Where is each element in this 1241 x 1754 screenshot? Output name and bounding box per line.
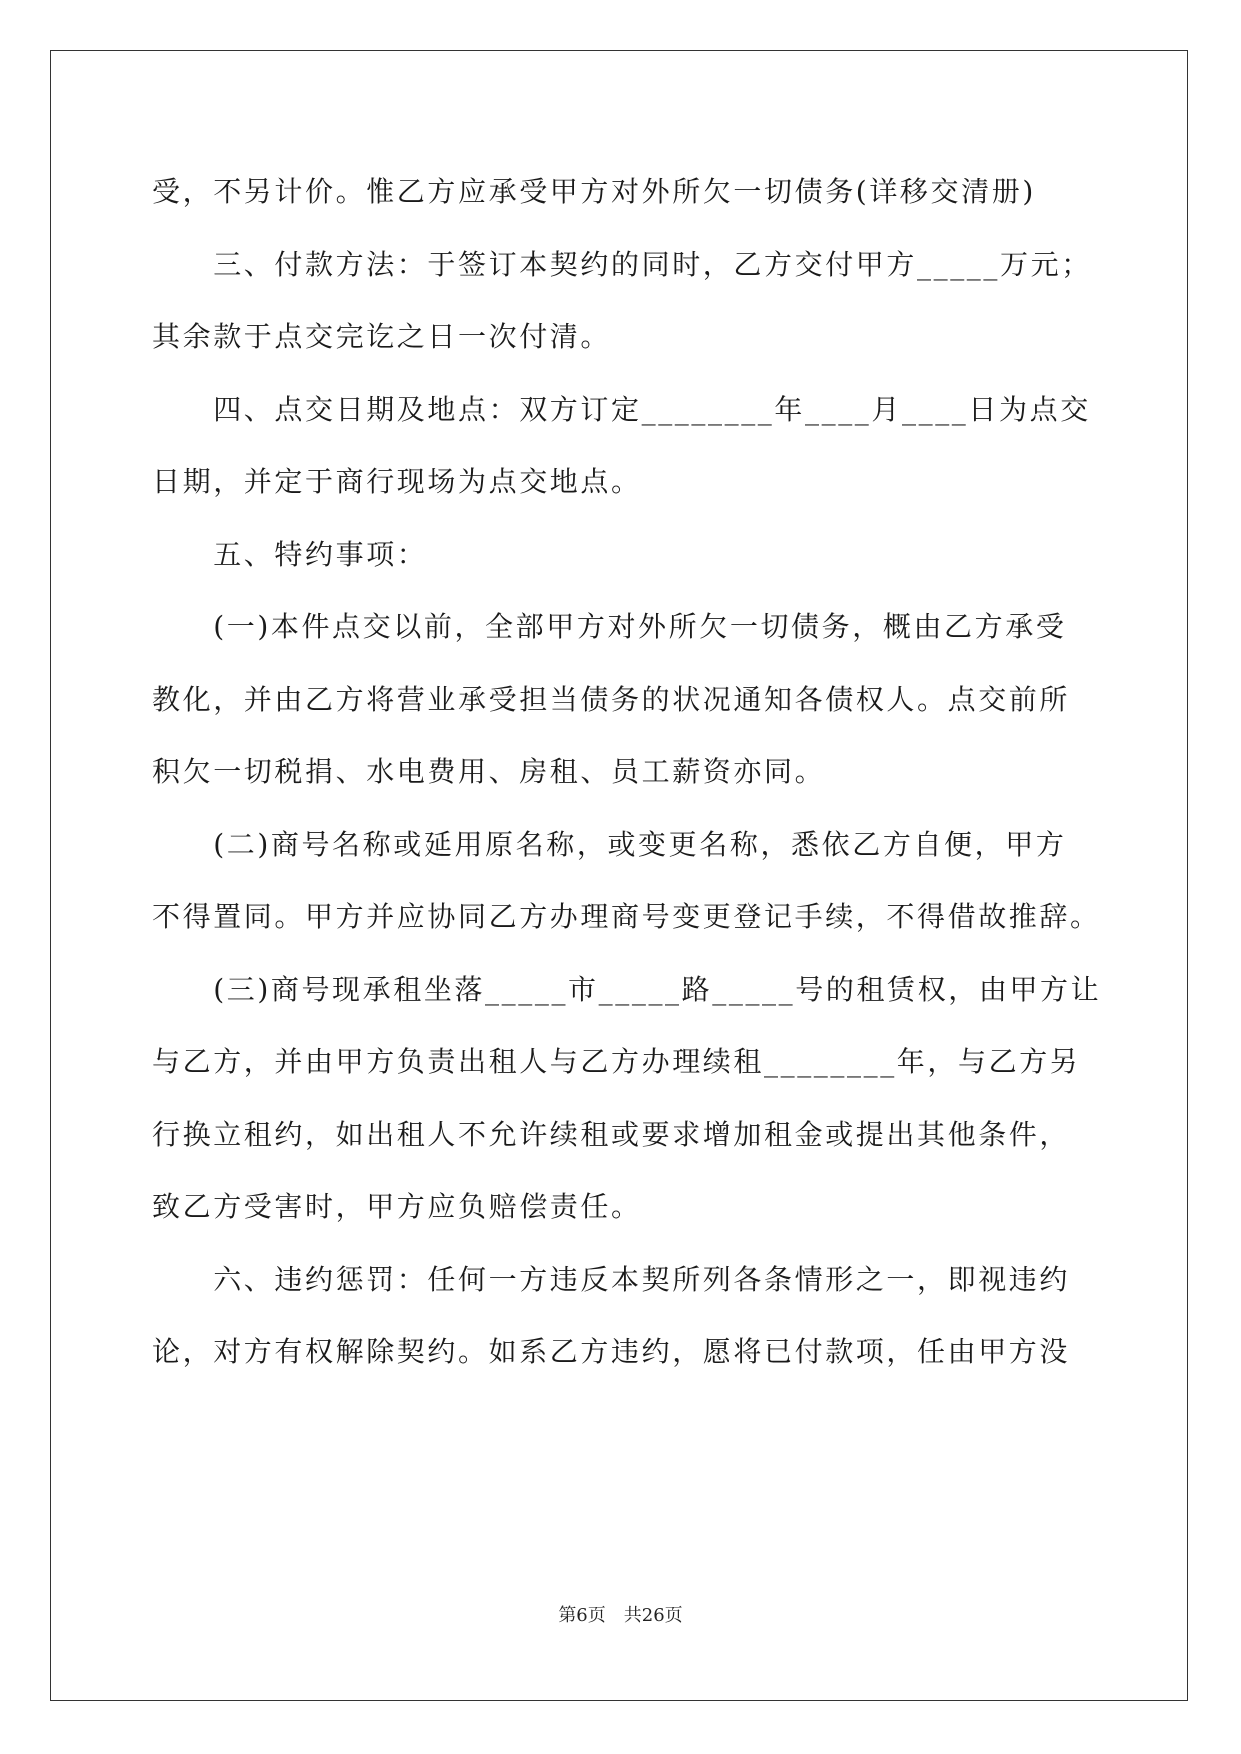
text-line: (一)本件点交以前，全部甲方对外所欠一切债务，概由乙方承受 (152, 610, 1067, 643)
page-total: 共26页 (623, 1605, 683, 1626)
text-line: 教化，并由乙方将营业承受担当债务的状况通知各债权人。点交前所 (152, 683, 1071, 716)
text-line: (三)商号现承租坐落_____市_____路_____号的租赁权，由甲方让 (152, 973, 1102, 1006)
text-line: 六、违约惩罚：任何一方违反本契所列各条情形之一，即视违约 (152, 1263, 1071, 1296)
page-number: 第6页 (558, 1605, 606, 1626)
text-line: 受，不另计价。惟乙方应承受甲方对外所欠一切债务(详移交清册) (152, 175, 1036, 208)
text-line: 五、特约事项： (152, 538, 428, 571)
text-line: 与乙方，并由甲方负责出租人与乙方办理续租________年，与乙方另 (152, 1045, 1081, 1078)
page-border (50, 50, 1188, 1701)
page-footer (0, 1604, 1241, 1628)
text-line: 不得置同。甲方并应协同乙方办理商号变更登记手续，不得借故推辞。 (152, 900, 1101, 933)
text-line: 积欠一切税捐、水电费用、房租、员工薪资亦同。 (152, 755, 826, 788)
text-line: 三、付款方法：于签订本契约的同时，乙方交付甲方_____万元； (152, 248, 1092, 281)
text-line: 致乙方受害时，甲方应负赔偿责任。 (152, 1190, 642, 1223)
text-line: 论，对方有权解除契约。如系乙方违约，愿将已付款项，任由甲方没 (152, 1335, 1071, 1368)
text-line: (二)商号名称或延用原名称，或变更名称，悉依乙方自便，甲方 (152, 828, 1067, 861)
text-line: 其余款于点交完讫之日一次付清。 (152, 320, 612, 353)
text-line: 四、点交日期及地点：双方订定________年____月____日为点交 (152, 393, 1091, 426)
text-line: 日期，并定于商行现场为点交地点。 (152, 465, 642, 498)
text-line: 行换立租约，如出租人不允许续租或要求增加租金或提出其他条件， (152, 1118, 1071, 1151)
